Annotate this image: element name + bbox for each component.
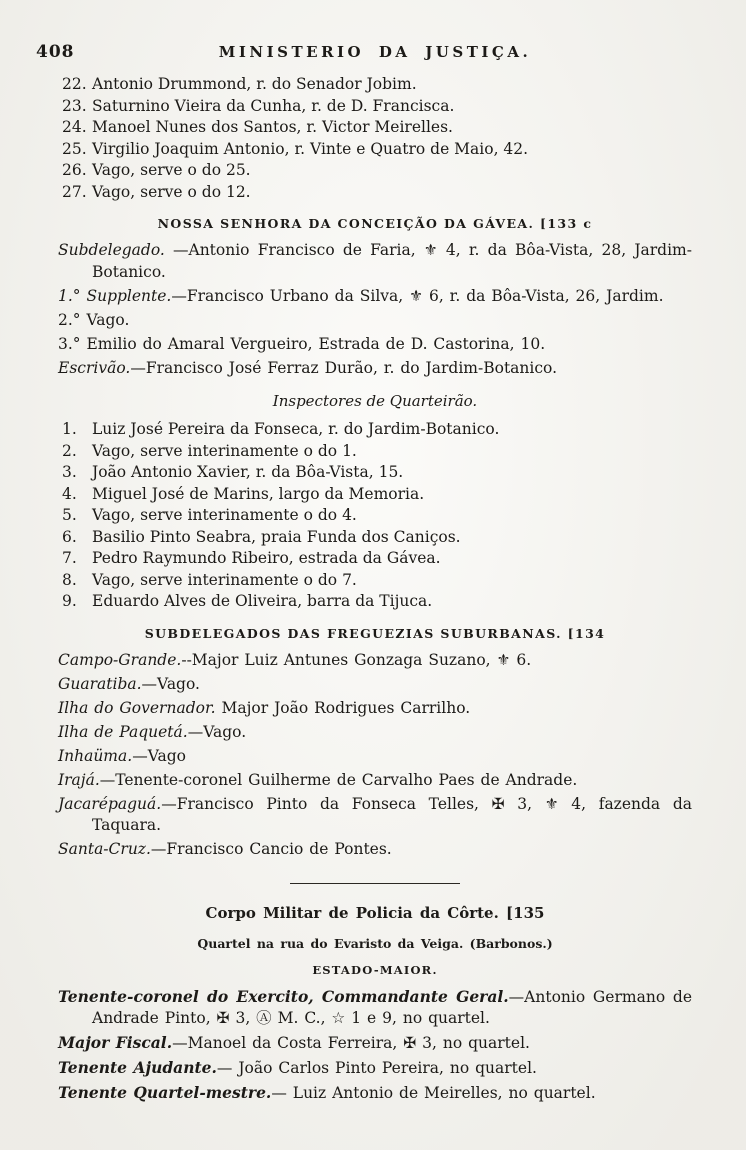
estado-maior-entry	[58, 1082, 692, 1105]
estado-maior-entry	[58, 1032, 692, 1055]
entry-text: —Vago	[132, 746, 186, 765]
item-text: Eduardo Alves de Oliveira, barra da Tijuca.	[92, 592, 433, 610]
freguezia-entry	[58, 746, 692, 768]
entry-label: Major Fiscal.	[58, 1033, 173, 1052]
freguezia-entry	[58, 839, 692, 861]
entry-label: Irajá.	[58, 770, 100, 789]
entry-label: Campo-Grande.	[58, 650, 182, 669]
delegados-continuation-list	[62, 74, 692, 203]
item-number: 25.	[62, 139, 87, 158]
item-text: Vago, serve interinamente o do 4.	[92, 506, 357, 524]
list-item	[62, 74, 692, 96]
item-text: Antonio Drummond, r. do Senador Jobim.	[92, 75, 417, 93]
item-text: Saturnino Vieira da Cunha, r. de D. Francisca.	[92, 96, 455, 115]
estado-maior-entry	[58, 1057, 692, 1080]
list-item	[62, 548, 692, 570]
item-number: 2.	[62, 441, 77, 460]
item-number: 22.	[62, 75, 87, 93]
list-item	[62, 527, 692, 549]
freguezia-entry	[58, 650, 692, 672]
list-item	[62, 139, 692, 161]
freguezia-entry	[58, 770, 692, 792]
list-item	[62, 505, 692, 527]
entry-text: —Francisco José Ferraz Durão, r. do Jardim-Botanico.	[130, 358, 558, 377]
item-text: Manoel Nunes dos Santos, r. Victor Meirelles.	[92, 118, 453, 136]
entry-label: Santa-Cruz.	[58, 840, 151, 858]
list-item	[62, 182, 692, 204]
supplente-3-entry	[58, 334, 692, 356]
item-number: 27.	[62, 182, 87, 201]
inspectores-heading: Inspectores de Quarteirão.	[272, 392, 478, 410]
list-item	[62, 160, 692, 182]
entry-text: —Vago.	[141, 674, 200, 693]
gavea-section-heading: NOSSA SENHORA DA CONCEIÇÃO DA GÁVEA. [133 c	[157, 216, 593, 231]
item-number: 4.	[62, 484, 77, 503]
item-number: 3.	[62, 463, 77, 481]
list-item	[62, 441, 692, 463]
item-number: 8.	[62, 570, 77, 589]
entry-label: Tenente Quartel-mestre.	[58, 1083, 272, 1102]
entry-text: — João Carlos Pinto Pereira, no quartel.	[216, 1059, 537, 1077]
entry-label: 3.°	[58, 334, 81, 353]
item-text: Virgilio Joaquim Antonio, r. Vinte e Quatro de Maio, 42.	[92, 139, 529, 158]
item-text: Basilio Pinto Seabra, praia Funda dos Caniços.	[92, 527, 461, 546]
list-item	[62, 419, 692, 441]
freguezia-entry	[58, 674, 692, 696]
entry-text: Vago.	[80, 310, 130, 329]
freguezia-entry	[58, 722, 692, 744]
policia-heading: Corpo Militar de Policia da Côrte. [135	[205, 903, 545, 922]
entry-text: --Major Luiz Antunes Gonzaga Suzano, ⚜ 6.	[181, 650, 532, 669]
entry-label: Guaratiba.	[58, 674, 142, 693]
item-number: 23.	[62, 96, 87, 115]
estado-maior-entries	[58, 986, 692, 1105]
entry-label: Subdelegado.	[58, 241, 165, 259]
item-number: 5.	[62, 506, 77, 524]
entry-text: —Antonio Germano de Andrade Pinto, ✠ 3, Ⓐ M. C., ☆ 1 e 9, no quartel.	[92, 987, 692, 1027]
page-header	[36, 42, 692, 68]
entry-text: —Tenente-coronel Guilherme de Carvalho Paes de Andrade.	[99, 770, 578, 789]
estado-maior-heading: ESTADO-MAIOR.	[312, 962, 438, 977]
entry-text: —Vago.	[187, 722, 247, 741]
list-item	[62, 484, 692, 506]
entry-label: Tenente Ajudante.	[58, 1058, 217, 1077]
list-item	[62, 117, 692, 139]
freguezia-entry	[58, 794, 692, 837]
item-text: Vago, serve interinamente o do 7.	[92, 570, 357, 589]
list-item	[62, 591, 692, 613]
item-number: 26.	[62, 161, 87, 179]
entry-label: Escrivão.	[58, 358, 131, 377]
item-number: 7.	[62, 549, 77, 567]
entry-text: — Luiz Antonio de Meirelles, no quartel.	[271, 1084, 596, 1102]
quartel-subheading: Quartel na rua do Evaristo da Veiga. (Barbonos.)	[197, 935, 553, 951]
supplente-2-entry	[58, 310, 692, 332]
entry-text: Emilio do Amaral Vergueiro, Estrada de D. Castorina, 10.	[80, 334, 546, 353]
page-number: 408	[36, 42, 75, 62]
item-text: Luiz José Pereira da Fonseca, r. do Jardim-Botanico.	[92, 420, 500, 438]
list-item	[62, 570, 692, 592]
entry-text: Major João Rodrigues Carrilho.	[215, 698, 471, 717]
item-text: Miguel José de Marins, largo da Memoria.	[92, 484, 425, 503]
freguezia-entry	[58, 698, 692, 720]
item-text: Vago, serve o do 25.	[92, 161, 251, 179]
entry-label: Jacarépaguá.	[58, 794, 162, 813]
entry-text: —Francisco Urbano da Silva, ⚜ 6, r. da Bôa-Vista, 26, Jardim.	[171, 286, 664, 305]
suburbanas-heading: SUBDELEGADOS DAS FREGUEZIAS SUBURBANAS. [134	[144, 625, 606, 641]
entry-label: Inhaüma.	[58, 746, 133, 765]
entry-text: —Antonio Francisco de Faria, ⚜ 4, r. da Bôa-Vista, 28, Jardim-Botanico.	[92, 241, 692, 281]
entry-label: Tenente-coronel do Exercito, Commandante Geral.	[58, 986, 509, 1006]
list-item	[62, 96, 692, 118]
item-text: João Antonio Xavier, r. da Bôa-Vista, 15.	[92, 463, 404, 481]
section-divider	[290, 883, 460, 884]
entry-label: Ilha de Paquetá.	[58, 722, 188, 741]
item-text: Pedro Raymundo Ribeiro, estrada da Gávea.	[92, 549, 441, 567]
entry-label: 2.°	[58, 310, 81, 329]
item-number: 24.	[62, 118, 87, 136]
inspectores-list	[62, 419, 692, 613]
estado-maior-entry	[58, 986, 692, 1030]
supplente-1-entry	[58, 286, 692, 308]
escrivao-entry	[58, 358, 692, 380]
item-number: 1.	[62, 420, 77, 438]
gavea-entries	[58, 240, 692, 379]
page-title: MINISTERIO DA JUSTIÇA.	[218, 43, 532, 61]
item-number: 6.	[62, 527, 77, 546]
item-text: Vago, serve o do 12.	[92, 182, 251, 201]
item-number: 9.	[62, 592, 77, 610]
subdelegado-entry	[58, 240, 692, 283]
item-text: Vago, serve interinamente o do 1.	[92, 441, 357, 460]
entry-text: —Francisco Cancio de Pontes.	[150, 840, 392, 858]
entry-text: —Francisco Pinto da Fonseca Telles, ✠ 3, ⚜ 4, fazenda da Taquara.	[92, 794, 692, 834]
suburbanas-entries	[58, 650, 692, 861]
entry-text: —Manoel da Costa Ferreira, ✠ 3, no quartel.	[172, 1034, 530, 1052]
entry-label: Ilha do Governador.	[58, 698, 216, 717]
list-item	[62, 462, 692, 484]
entry-label: 1.° Supplente.	[58, 286, 172, 305]
